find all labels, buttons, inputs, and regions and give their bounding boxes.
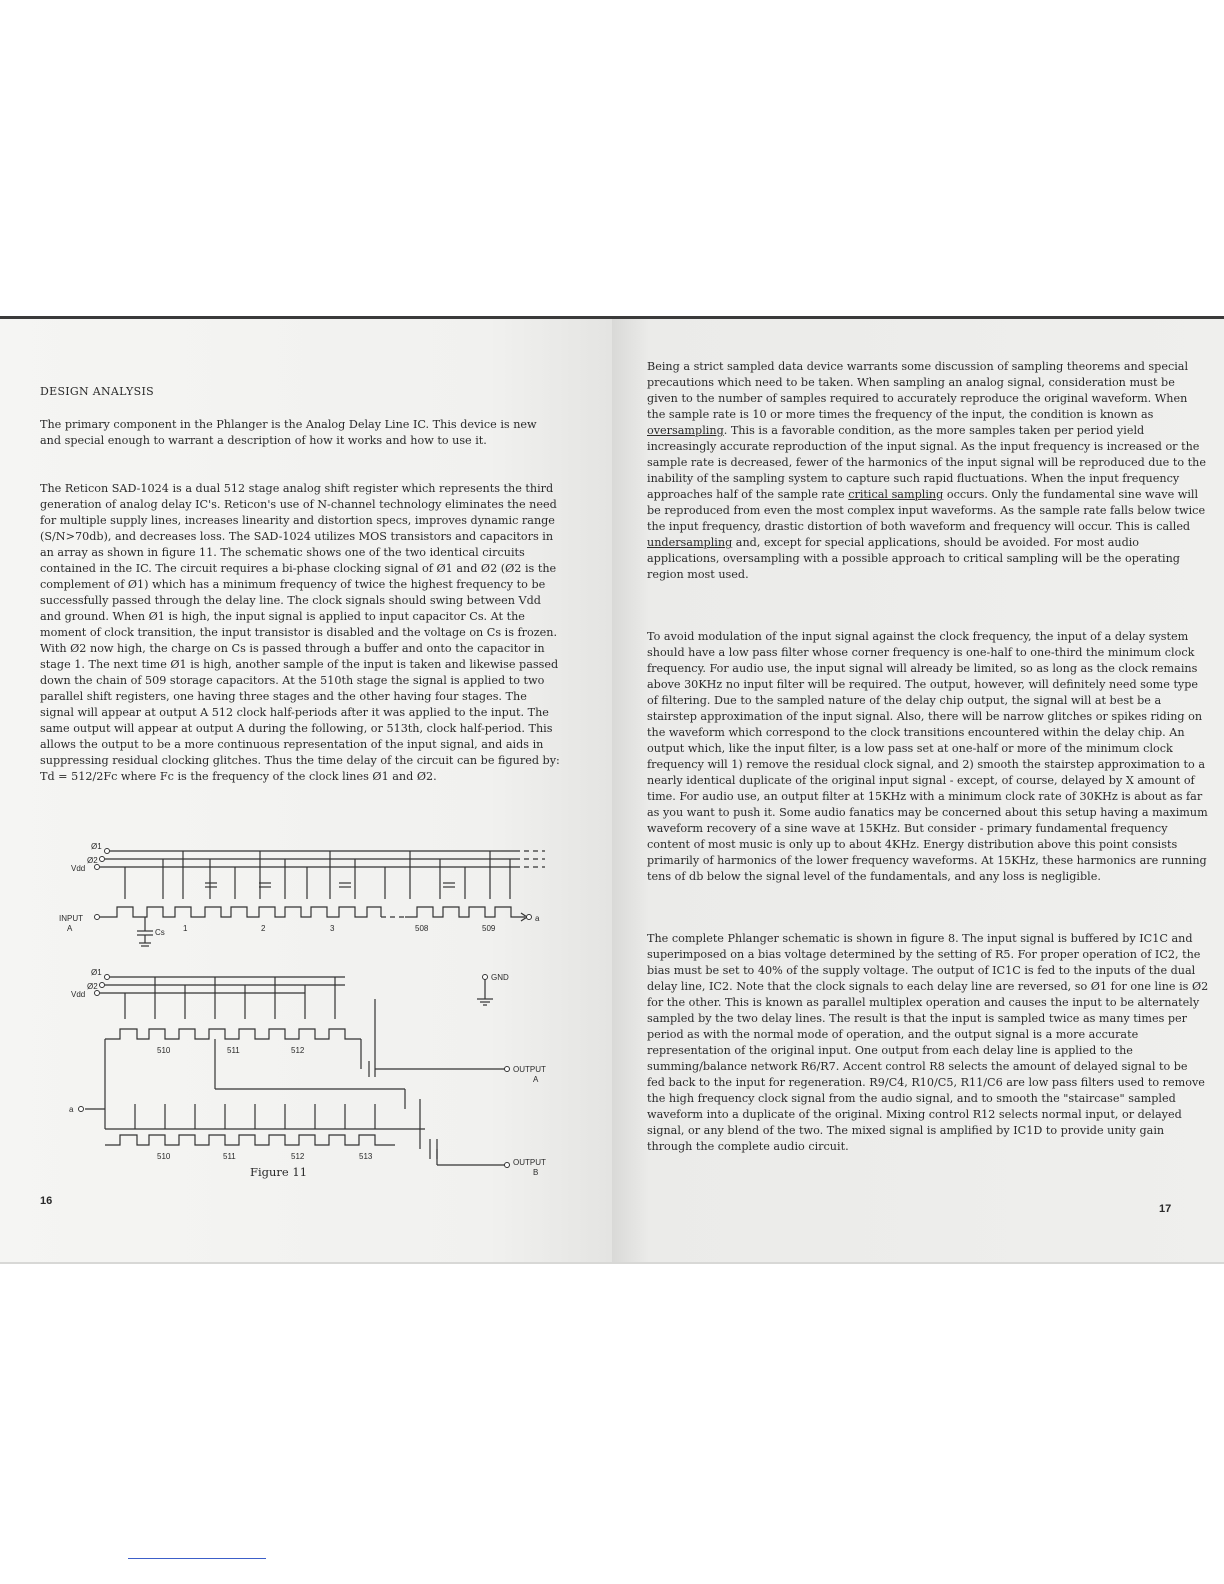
label-cs: Cs	[155, 928, 165, 937]
label-510-a: 510	[157, 1046, 171, 1055]
label-output-b-letter: B	[533, 1168, 539, 1177]
label-511-a: 511	[227, 1046, 240, 1055]
label-out-a: a	[535, 914, 540, 923]
right-paragraph-1	[647, 359, 1209, 583]
footer-link-underline[interactable]	[128, 1558, 266, 1559]
right-paragraph-3: The complete Phlanger schematic is shown in figure 8. The input signal is buffered by IC1C and superimposed on a bias voltage determined by the setting of R5. For proper operation of IC2, the bias must be set to 40% of the supply voltage. The output of IC1C is fed to the inputs of the dual delay line, IC2. Note that the clock signals to each delay line are reversed, so Ø1 for one line is Ø2 for the other. This is known as parallel multiplex operation and causes the input to be alternately sampled by the two delay lines. The result is that the input is sampled twice as many times per period as with the normal mode of operation, and the output signal is a more accurate representation of the original input. One output from each delay line is applied to the summing/balance network R6/R7. Accent control R8 selects the amount of delayed signal to be fed back to the input for regeneration. R9/C4, R10/C5, R11/C6 are low pass filters used to remove the high frequency clock signal from the audio signal, and to smooth the "staircase" sampled waveform into a duplicate of the original. Mixing control R12 selects normal input, or delayed signal, or any blend of the two. The mixed signal is amplified by IC1D to provide unity gain through the complete audio circuit.	[647, 932, 1209, 1153]
right-p1-text-2: . This is a favorable condition, as the more samples taken per period yield increasingly accurate reproduction of the input signal. As the input frequency is increased or the sample rate is decreased, fewer of the harmonics of the input signal will be reproduced due to the inability of the sampling system to capture such rapid fluctuations. When the input frequency approaches half of the sample rate	[647, 424, 1206, 501]
right-p1-text-4: and, except for special applications, should be avoided. For most audio applications, oversampling with a possible approach to critical sampling will be the operating region most used.	[647, 536, 1180, 581]
label-stage-1: 1	[183, 924, 188, 933]
label-511-b: 511	[223, 1152, 236, 1161]
left-paragraph-1: The primary component in the Phlanger is the Analog Delay Line IC. This device is new and special enough to warrant a description of how it works and how to use it.	[40, 418, 537, 447]
label-stage-2: 2	[261, 924, 266, 933]
left-page	[0, 319, 612, 1262]
label-vdd-lower: Vdd	[71, 990, 86, 999]
label-output-a-letter: A	[533, 1075, 539, 1084]
section-heading: DESIGN ANALYSIS	[40, 385, 154, 398]
page-number-right: 17	[1159, 1203, 1172, 1215]
term-critical-sampling: critical sampling	[848, 488, 944, 501]
right-p1-text-1: Being a strict sampled data device warrants some discussion of sampling theorems and special precautions which need to be taken. When sampling an analog signal, consideration must be given to the number of samples required to accurately reproduce the original waveform. When the sample rate is 10 or more times the frequency of the input, the condition is known as	[647, 360, 1189, 421]
label-output-b: OUTPUT	[513, 1158, 546, 1167]
label-stage-3: 3	[330, 924, 335, 933]
term-undersampling: undersampling	[647, 536, 733, 549]
label-phi2-lower: Ø2	[87, 982, 98, 991]
label-phi1-lower: Ø1	[91, 968, 102, 977]
right-paragraph-2: To avoid modulation of the input signal against the clock frequency, the input of a delay system should have a low pass filter whose corner frequency is one-half to one-third the minimum clock frequency. For audio use, the input signal will already be limited, so as long as the clock remains above 30KHz no input filter will be required. The output, however, will definitely need some type of filtering. Due to the sampled nature of the delay chip output, the signal will at best be a stairstep approximation of the input signal. Also, there will be narrow glitches or spikes riding on the waveform which correspond to the clock transitions encountered within the delay chip. An output which, like the input filter, is a low pass set at one-half or more of the minimum clock frequency will 1) remove the residual clock signal, and 2) smooth the stairstep approximation to a nearly identical duplicate of the original input signal - except, of course, delayed by X amount of time. For audio use, an output filter at 15KHz with a minimum clock rate of 30KHz is about as far as you want to push it. Some audio fanatics may be concerned about this setup having a maximum waveform recovery of a sine wave at 15KHz. But consider - primary fundamental frequency content of most music is only up to about 4KHz. Energy distribution above this point consists primarily of harmonics of the lower frequency waveforms. At 15KHz, these harmonics are running tens of db below the signal level of the fundamentals, and any loss is negligible.	[647, 630, 1208, 883]
label-512-b: 512	[291, 1152, 305, 1161]
term-oversampling: oversampling	[647, 424, 724, 437]
spread-bottom-edge	[0, 1262, 1224, 1264]
label-513: 513	[359, 1152, 373, 1161]
label-input-letter: A	[67, 924, 73, 933]
label-stage-509: 509	[482, 924, 496, 933]
left-paragraph-2: The Reticon SAD-1024 is a dual 512 stage analog shift register which represents the third generation of analog delay IC's. Reticon's use of N-channel technology eliminates the need for multiple supply lines, increases linearity and distortion specs, improves dynamic range (S/N>70db), and decreases loss. The SAD-1024 utilizes MOS transistors and capacitors in an array as shown in figure 11. The schematic shows one of the two identical circuits contained in the IC. The circuit requires a bi-phase clocking signal of Ø1 and Ø2 (Ø2 is the complement of Ø1) which has a minimum frequency of twice the highest frequency to be successfully passed through the delay line. The clock signals should swing between Vdd and ground. When Ø1 is high, the input signal is applied to input capacitor Cs. At the moment of clock transition, the input transistor is disabled and the voltage on Cs is frozen. With Ø2 now high, the charge on Cs is passed through a buffer and onto the capacitor in stage 1. The next time Ø1 is high, another sample of the input is taken and likewise passed down the chain of 509 storage capacitors. At the 510th stage the signal is applied to two parallel shift registers, one having three stages and the other having four stages. The signal will appear at output A 512 clock half-periods after it was applied to the input. The same output will appear at output A during the following, or 513th, clock half-period. This allows the output to be a more continuous representation of the input signal, and aids in suppressing residual clocking glitches. Thus the time delay of the circuit can be figured by: Td = 512/2Fc where Fc is the frequency of the clock lines Ø1 and Ø2.	[40, 482, 560, 783]
label-phi1: Ø1	[91, 842, 102, 851]
label-512-a: 512	[291, 1046, 305, 1055]
right-p1-text-3: occurs. Only the fundamental sine wave will be reproduced from even the most complex input waveforms. As the sample rate falls below twice the input frequency, drastic distortion of both waveform and frequency will occur. This is called	[647, 488, 1206, 533]
label-phi2: Ø2	[87, 856, 98, 865]
label-gnd: GND	[491, 973, 509, 982]
page-number-left: 16	[40, 1195, 53, 1207]
label-input: INPUT	[59, 914, 83, 923]
right-page	[612, 319, 1224, 1262]
label-output-a: OUTPUT	[513, 1065, 546, 1074]
label-vdd: Vdd	[71, 864, 86, 873]
figure-caption: Figure 11	[250, 1165, 308, 1179]
label-stage-508: 508	[415, 924, 429, 933]
label-510-b: 510	[157, 1152, 171, 1161]
label-in-a: a	[69, 1105, 74, 1114]
